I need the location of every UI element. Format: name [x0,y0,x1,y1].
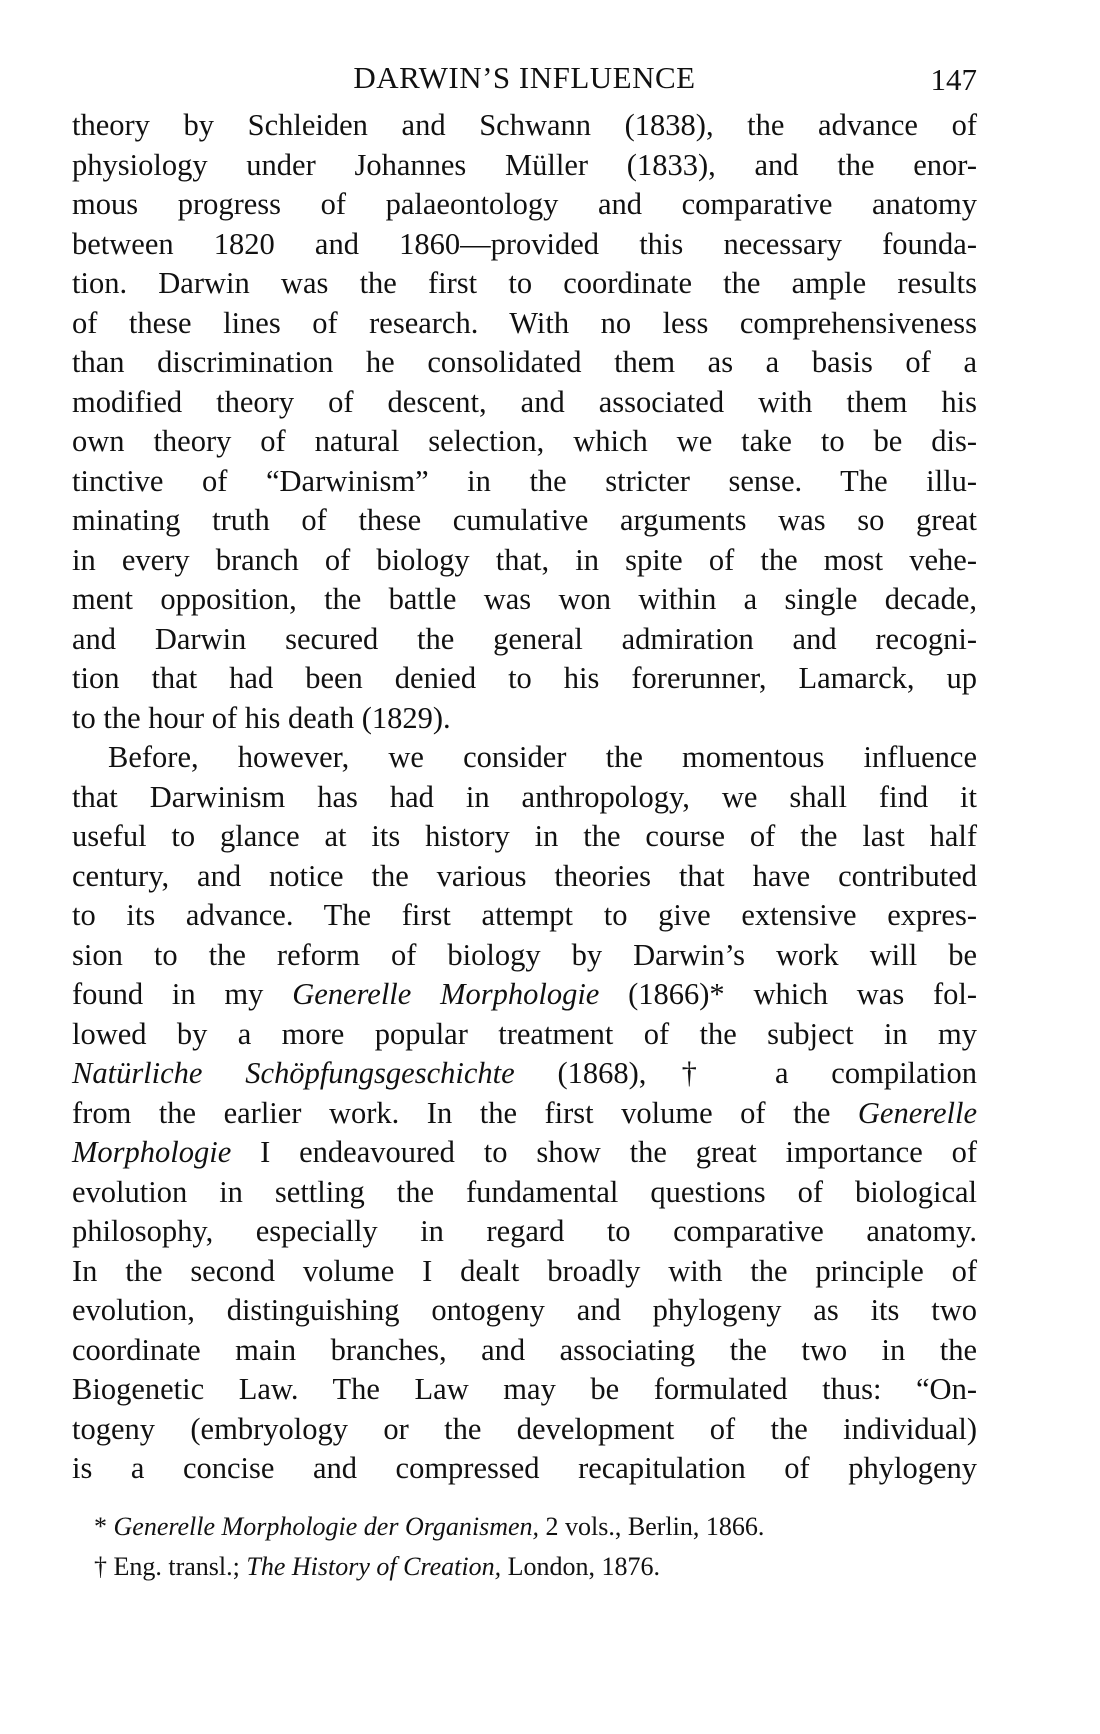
text-line [72,1054,977,1094]
text-line: Biogenetic Law. The Law may be formulated thus: “On- [72,1372,977,1406]
footnote-marker: † Eng. transl.; [94,1551,247,1581]
text-line: to the hour of his death (1829). [72,700,451,735]
body-text [72,106,977,1489]
text-line: physiology under Johannes Müller (1833), and the enor- [72,147,977,182]
footnote-1 [72,1507,977,1547]
running-head [72,50,977,106]
text-line: evolution, distinguishing ontogeny and phylogeny as its two [72,1293,977,1327]
text-line: philosophy, especially in regard to comparative anatomy. [72,1214,977,1248]
text-line: evolution in settling the fundamental questions of biological [72,1174,977,1209]
footnote-title-italic: The History of Creation, [246,1551,502,1581]
text-run: (1866)* which was fol- [599,977,978,1011]
text-line: and Darwin secured the general admiration and recogni- [72,621,977,656]
text-line: togeny (embryology or the development of the individual) [72,1411,977,1446]
text-line: coordinate main branches, and associating the two in the [72,1332,977,1367]
text-run: (1868),† a compilation [514,1056,978,1090]
text-line: in every branch of biology that, in spite of the most vehe- [72,542,977,577]
paragraph-start-line: Before, however, we consider the momentous influence [108,740,977,774]
text-line: modified theory of descent, and associated with them his [72,384,977,419]
footnote-marker: * [94,1511,114,1541]
book-title-italic: Generelle Morphologie [292,977,600,1011]
text-line: century, and notice the various theories that have contributed [72,858,977,893]
text-line: than discrimination he consolidated them as a basis of a [72,345,977,379]
text-line: minating truth of these cumulative arguments was so great [72,503,977,537]
text-run: from the earlier work. In the first volume of the [72,1095,858,1130]
footnote-2 [72,1547,977,1587]
text-run: found in my [72,977,293,1011]
text-run: I endeavoured to show the great importance of [231,1135,977,1169]
footnote-text: London, 1876. [501,1551,660,1581]
book-title-italic: Natürliche Schöpfungsgeschichte [72,1056,515,1090]
text-line [72,975,977,1015]
book-title-italic: Morphologie [72,1135,232,1169]
text-line: ment opposition, the battle was won within a single decade, [72,582,977,616]
text-line: that Darwinism has had in anthropology, we shall find it [72,779,977,814]
text-line: sion to the reform of biology by Darwin’s work will be [72,937,977,972]
text-line: is a concise and compressed recapitulation of phylogeny [72,1451,977,1485]
text-line [72,1133,977,1173]
text-line: useful to glance at its history in the course of the last half [72,819,977,853]
text-line: of these lines of research. With no less comprehensiveness [72,305,977,340]
text-line: tinctive of “Darwinism” in the stricter sense. The illu- [72,463,977,498]
text-line: lowed by a more popular treatment of the subject in my [72,1016,977,1051]
footnotes [72,1507,977,1587]
book-page [72,50,977,1587]
text-line: own theory of natural selection, which we take to be dis- [72,424,977,458]
footnote-text: 2 vols., Berlin, 1866. [539,1511,765,1541]
text-line: between 1820 and 1860—provided this necessary founda- [72,226,977,261]
footnote-title-italic: Generelle Morphologie der Organismen, [113,1511,540,1541]
text-line: In the second volume I dealt broadly with the principle of [72,1253,977,1288]
running-title: DARWIN’S INFLUENCE [353,60,696,95]
text-line: mous progress of palaeontology and comparative anatomy [72,187,977,221]
text-line [72,1094,977,1134]
page-number: 147 [930,62,977,97]
text-line: to its advance. The first attempt to give extensive expres- [72,898,977,932]
text-line: tion that had been denied to his forerunner, Lamarck, up [72,661,977,695]
text-line: theory by Schleiden and Schwann (1838), the advance of [72,108,977,142]
book-title-italic: Generelle [857,1095,977,1130]
text-line: tion. Darwin was the first to coordinate the ample results [72,266,977,300]
